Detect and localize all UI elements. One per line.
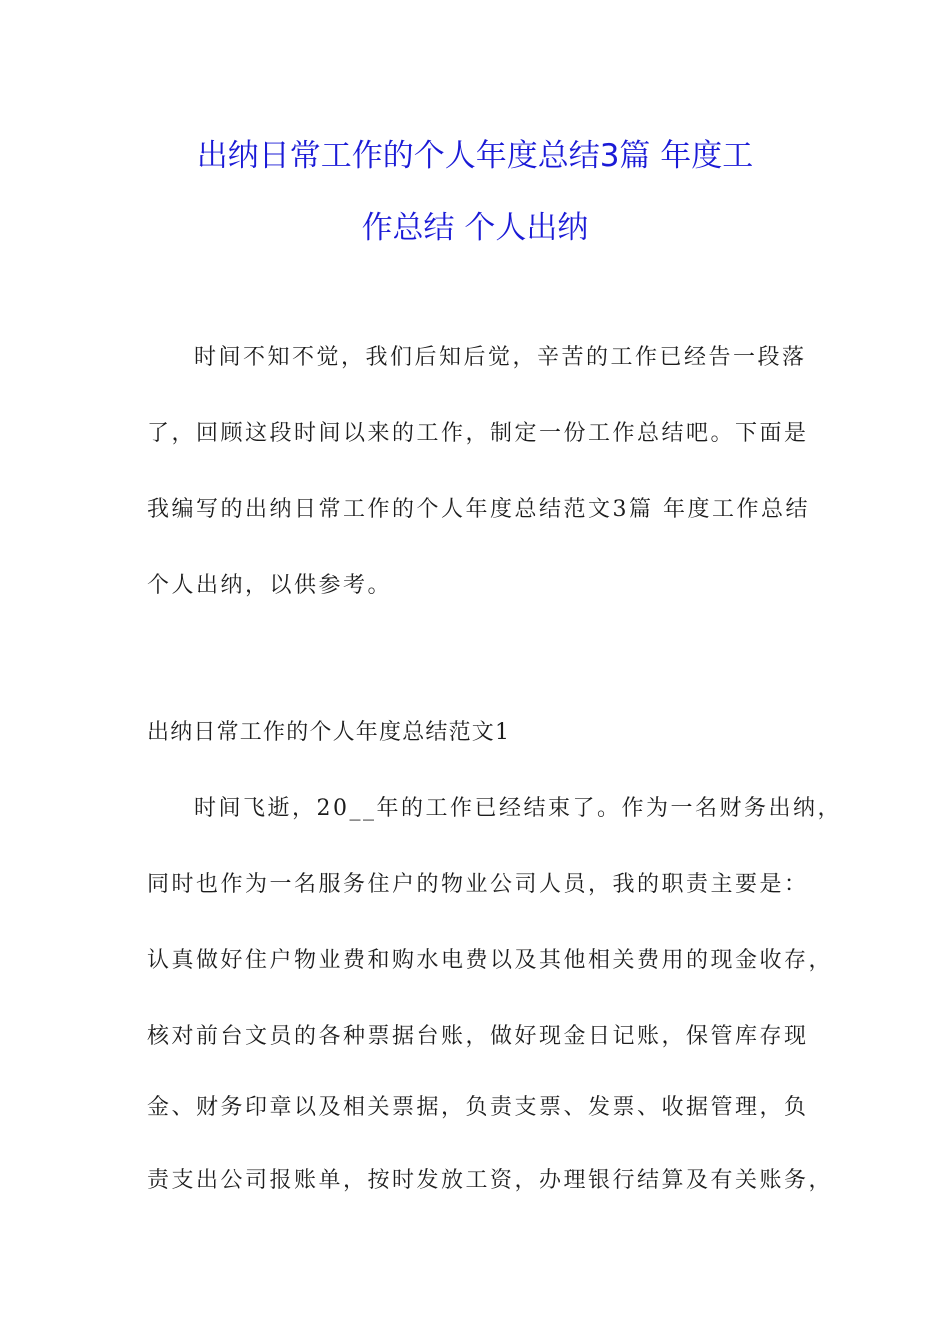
intro-paragraph-line-1: 时间不知不觉，我们后知后觉，辛苦的工作已经告一段落 — [194, 345, 807, 370]
intro-paragraph-line-3: 我编写的出纳日常工作的个人年度总结范文3篇 年度工作总结 — [147, 497, 810, 522]
intro-paragraph-line-2: 了，回顾这段时间以来的工作，制定一份工作总结吧。下面是 — [147, 421, 809, 446]
section-paragraph-line-1: 时间飞逝，20__年的工作已经结束了。作为一名财务出纳， — [194, 796, 842, 821]
section-paragraph-line-6: 责支出公司报账单，按时发放工资，办理银行结算及有关账务， — [147, 1168, 834, 1193]
section-heading: 出纳日常工作的个人年度总结范文1 — [147, 720, 511, 745]
document-title-line-1: 出纳日常工作的个人年度总结3篇 年度工 — [196, 138, 754, 174]
document-title-line-2: 作总结 个人出纳 — [361, 210, 589, 246]
intro-paragraph-line-4: 个人出纳，以供参考。 — [147, 573, 393, 598]
section-paragraph-line-3: 认真做好住户物业费和购水电费以及其他相关费用的现金收存， — [147, 948, 834, 973]
section-paragraph-line-5: 金、财务印章以及相关票据，负责支票、发票、收据管理，负 — [147, 1095, 809, 1120]
section-paragraph-line-4: 核对前台文员的各种票据台账，做好现金日记账，保管库存现 — [147, 1024, 809, 1049]
section-paragraph-line-2: 同时也作为一名服务住户的物业公司人员，我的职责主要是： — [147, 872, 809, 897]
